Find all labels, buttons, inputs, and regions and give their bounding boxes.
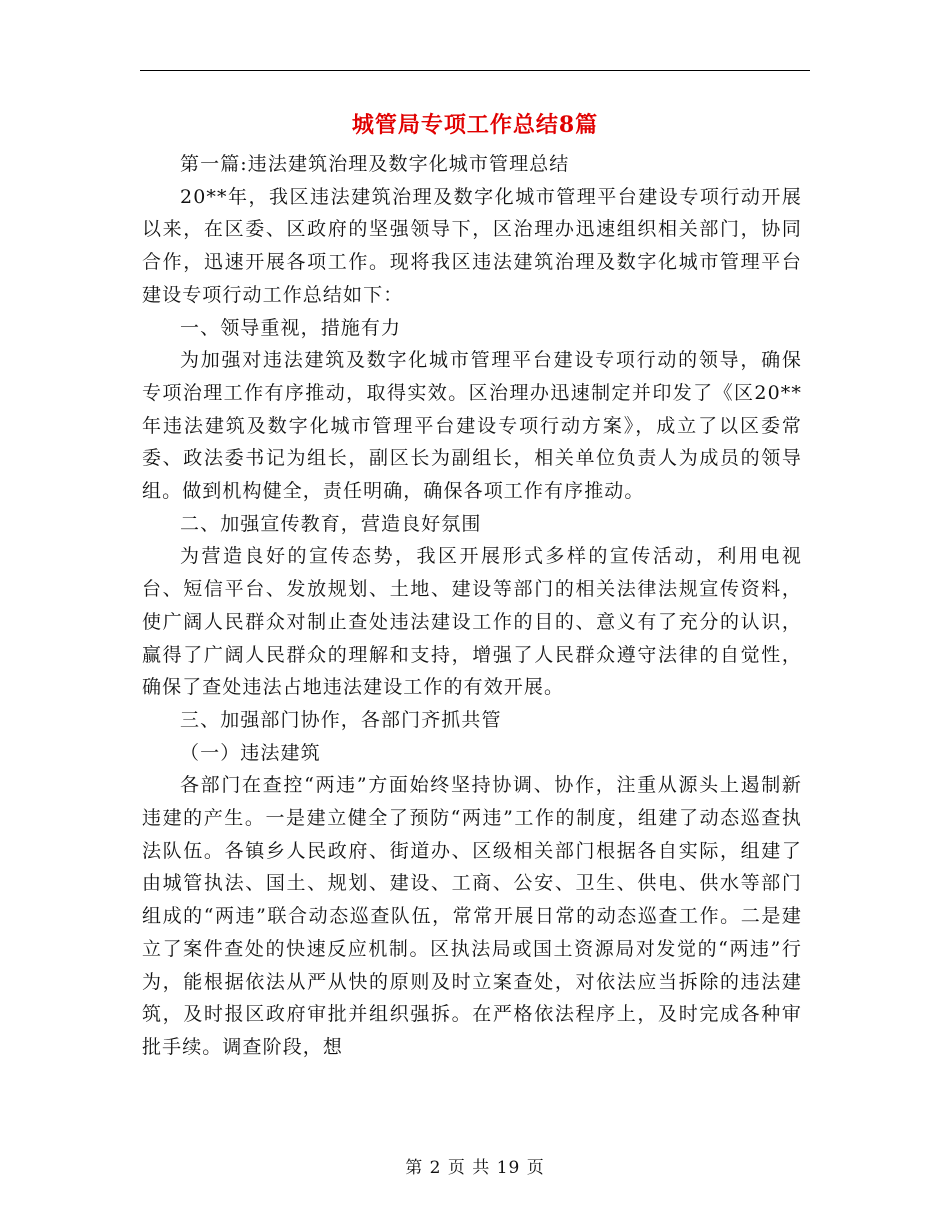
- body-paragraph: 为营造良好的宣传态势，我区开展形式多样的宣传活动，利用电视台、短信平台、发放规划、土地、建设等部门的相关法律法规宣传资料，使广阔人民群众对制止查处违法建设工作的目的、意义有了充分的认识，赢得了广阔人民群众的理解和支持，增强了人民群众遵守法律的自觉性，确保了查处违法占地违法建设工作的有效开展。: [142, 545, 802, 699]
- body-paragraph: 20**年，我区违法建筑治理及数字化城市管理平台建设专项行动开展以来，在区委、区政府的坚强领导下，区治理办迅速组织相关部门，协同合作，迅速开展各项工作。现将我区违法建筑治理及数字化城市管理平台建设专项行动工作总结如下：: [142, 185, 802, 306]
- body-paragraph: 各部门在查控“两违”方面始终坚持协调、协作，注重从源头上遏制新违建的产生。一是建立健全了预防“两违”工作的制度，组建了动态巡查执法队伍。各镇乡人民政府、街道办、区级相关部门根据各自实际，组建了由城管执法、国土、规划、建设、工商、公安、卫生、供电、供水等部门组成的“两违”联合动态巡查队伍，常常开展日常的动态巡查工作。二是建立了案件查处的快速反应机制。区执法局或国土资源局对发觉的“两违”行为，能根据依法从严从快的原则及时立案查处，对依法应当拆除的违法建筑，及时报区政府审批并组织强拆。在严格依法程序上，及时完成各种审批手续。调查阶段，想: [142, 774, 802, 1058]
- document-title: 城管局专项工作总结8篇: [351, 112, 599, 138]
- body-paragraph: 为加强对违法建筑及数字化城市管理平台建设专项行动的领导，确保专项治理工作有序推动，取得实效。区治理办迅速制定并印发了《区20**年违法建筑及数字化城市管理平台建设专项行动方案》，成立了以区委常委、政法委书记为组长，副区长为副组长，相关单位负责人为成员的领导组。做到机构健全，责任明确，确保各项工作有序推动。: [142, 349, 802, 503]
- page-number-footer: 第 2 页 共 19 页: [405, 1158, 545, 1178]
- section-heading: 第一篇:违法建筑治理及数字化城市管理总结: [180, 153, 570, 175]
- subsection-heading: 二、加强宣传教育，营造良好氛围: [180, 512, 482, 535]
- subsection-heading: （一）违法建筑: [180, 741, 321, 764]
- document-body: [142, 148, 802, 1064]
- subsection-heading: 一、领导重视，措施有力: [180, 316, 402, 339]
- subsection-heading: 三、加强部门协作，各部门齐抓共管: [180, 708, 502, 731]
- header-rule: [140, 70, 810, 71]
